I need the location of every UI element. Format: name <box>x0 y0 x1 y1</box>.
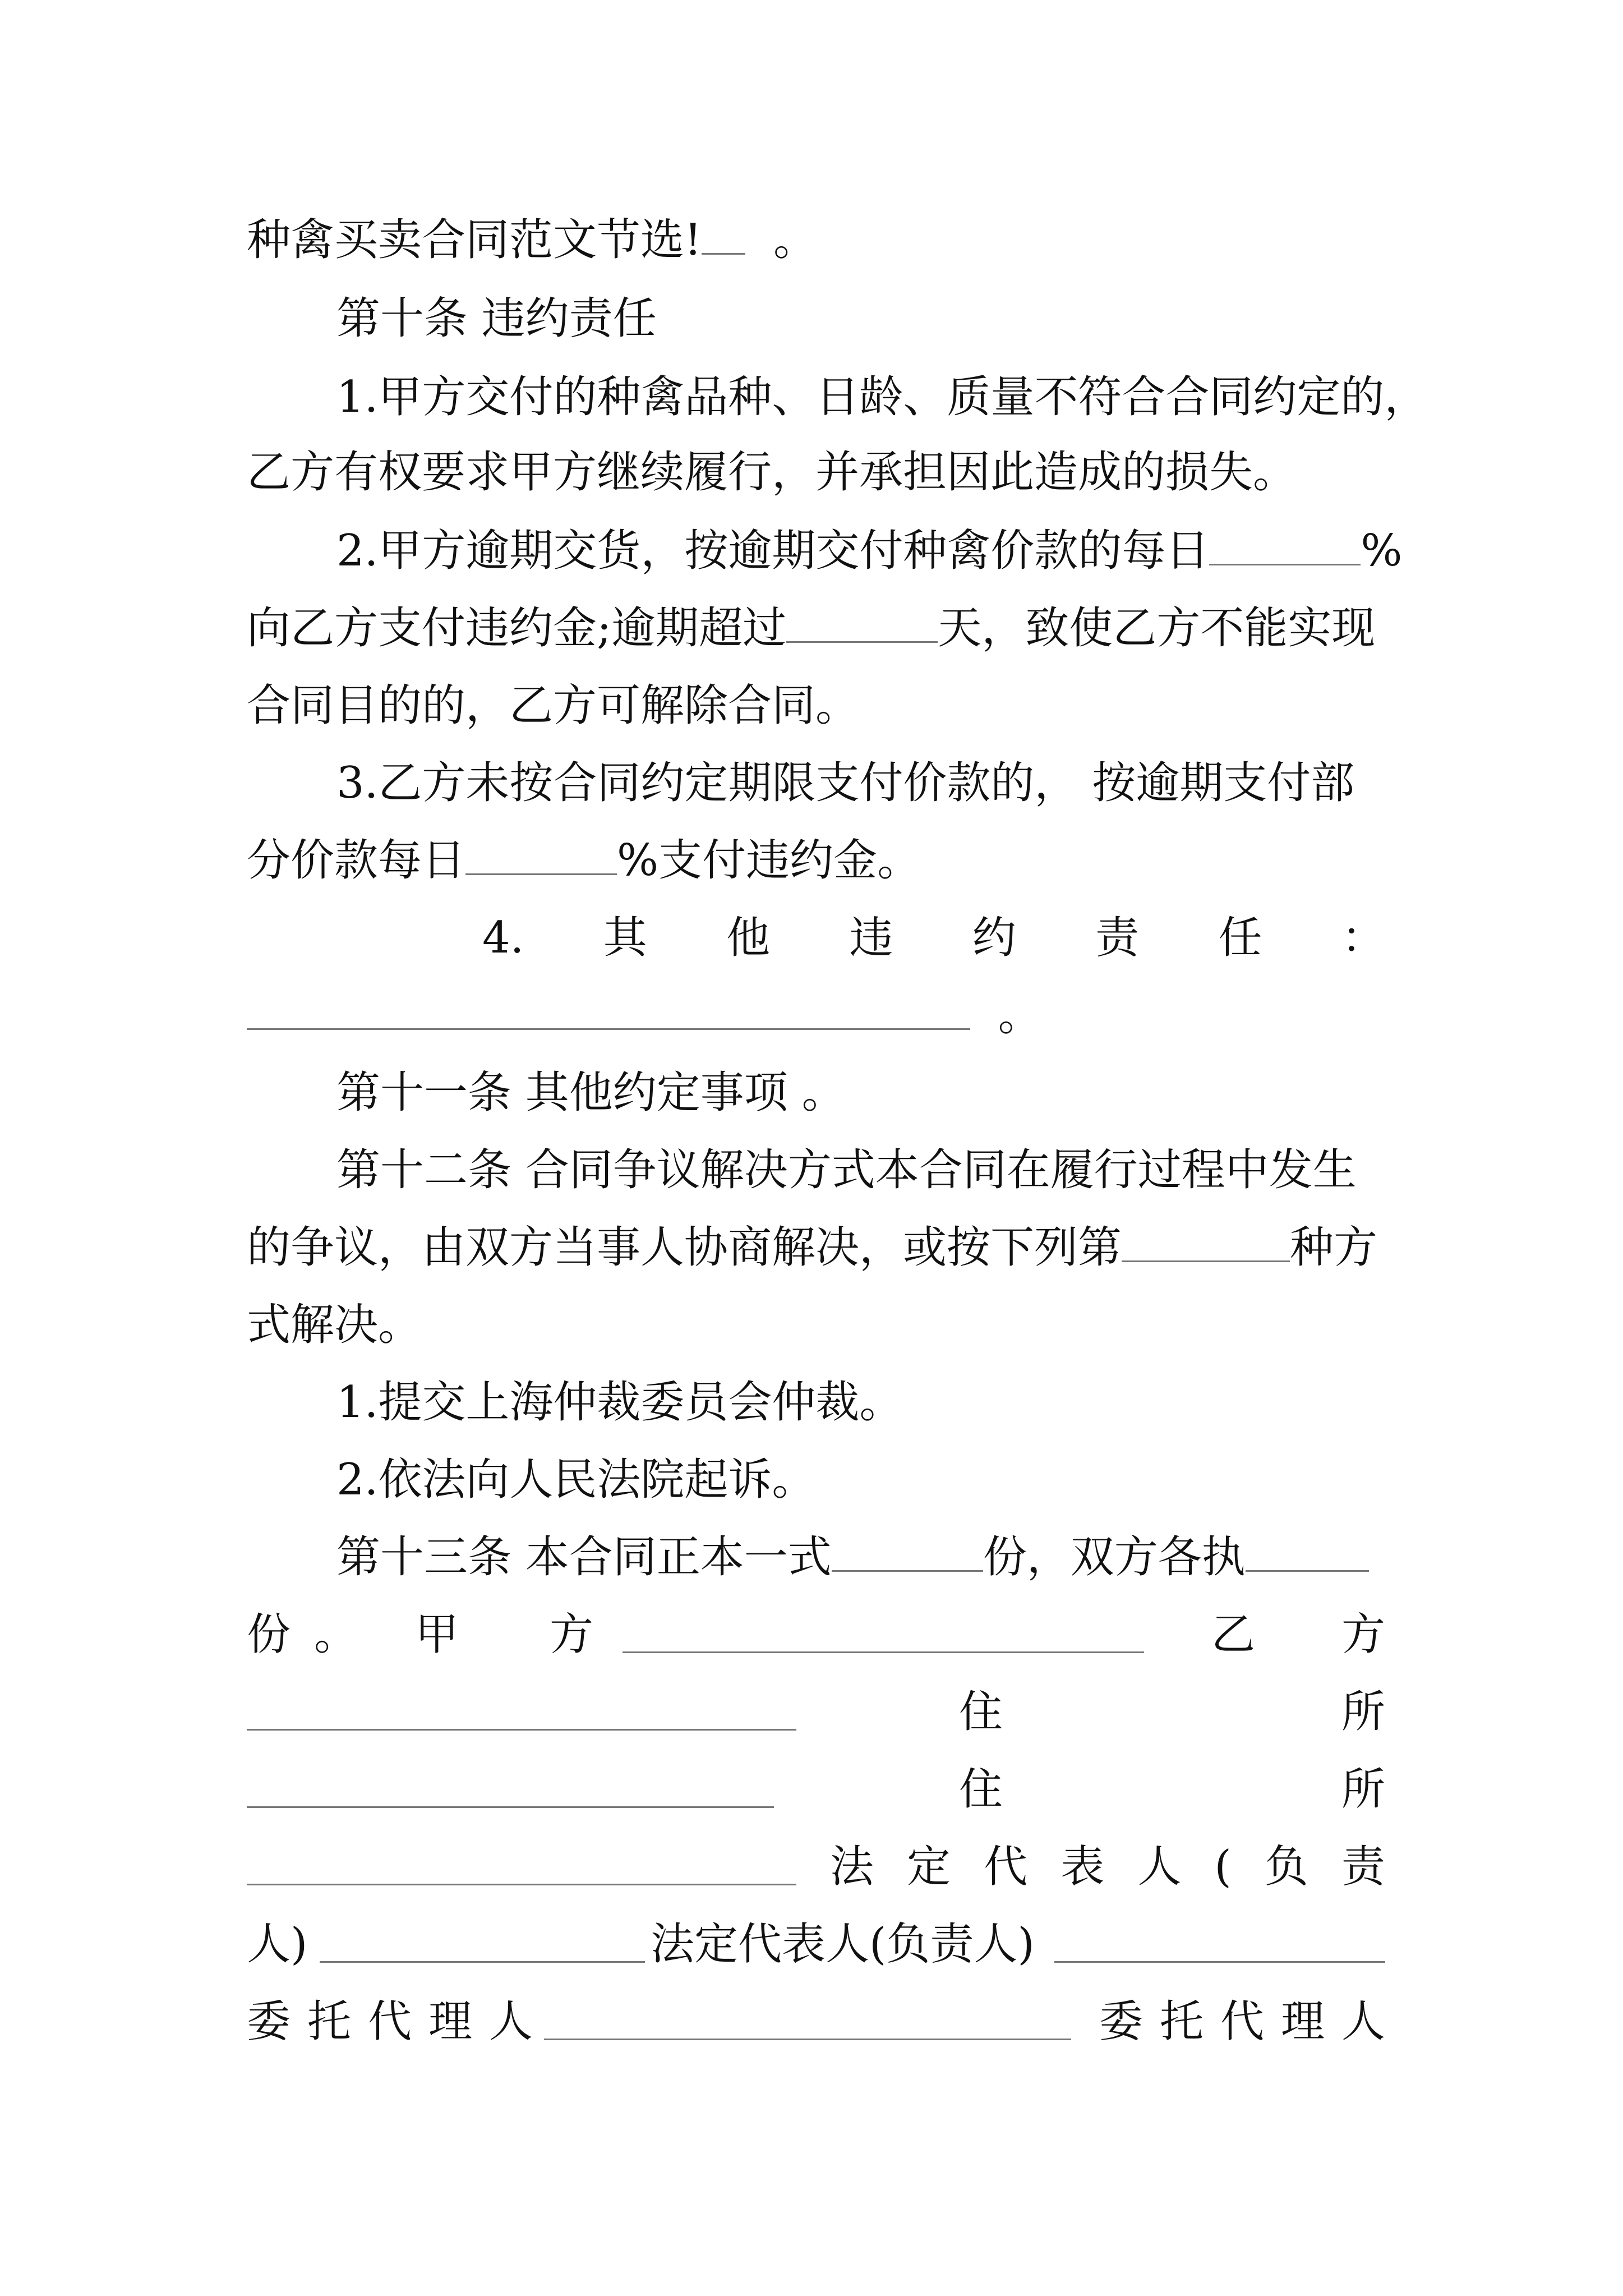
clause-10-1-line1: 1.甲方交付的种禽品种、日龄、质量不符合合同约定的， <box>336 372 1428 422</box>
signature-legal-rep-continued: 人) 法定代表人(负责人) <box>247 1911 1385 1978</box>
signature-residence-line2: 住 所 <box>247 1756 1385 1823</box>
article-12-option-1: 1.提交上海仲裁委员会仲裁。 <box>336 1377 903 1428</box>
signature-party-line: 份 。 甲 方 乙 方 <box>247 1609 1386 1660</box>
signature-agent-line: 委 托 代 理 人 委 托 代 理 人 <box>247 1996 1385 2047</box>
clause-10-4-line1: 4. 其 他 违 约 责 任 ： <box>482 913 1385 963</box>
clause-10-3-line1: 3.乙方未按合同约定期限支付价款的， 按逾期支付部 <box>336 758 1355 808</box>
clause-10-2-line3: 合同目的的，乙方可解除合同。 <box>247 680 860 731</box>
clause-10-1-line2: 乙方有权要求甲方继续履行，并承担因此造成的损失。 <box>247 447 1297 498</box>
article-12-line1: 第十二条 合同争议解决方式本合同在履行过程中发生 <box>336 1145 1357 1195</box>
article-13-line1: 第十三条 本合同正本一式 份，双方各执 <box>336 1524 1385 1591</box>
article-10-title: 第十条 违约责任 <box>336 293 657 344</box>
clause-10-4-line2: 。 <box>247 982 1385 1049</box>
article-12-line2: 的争议，由双方当事人协商解决，或按下列第 种方 <box>247 1214 1385 1281</box>
clause-10-2-line2: 向乙方支付违约金;逾期超过 天，致使乙方不能实现 <box>247 595 1385 662</box>
line-intro: 种禽买卖合同范文节选! 。 <box>247 206 1385 274</box>
signature-residence-line1: 住 所 <box>247 1678 1385 1746</box>
clause-10-2-line1: 2.甲方逾期交货，按逾期交付种禽价款的每日 % <box>336 517 1385 585</box>
article-12-option-2: 2.依法向人民法院起诉。 <box>336 1455 816 1505</box>
clause-10-3-line2: 分价款每日 %支付违约金。 <box>247 827 1385 894</box>
signature-legal-rep-line: 法 定 代 表 人 ( 负 责 <box>247 1833 1385 1901</box>
article-12-line3: 式解决。 <box>247 1300 422 1350</box>
article-11: 第十一条 其他约定事项 。 <box>336 1068 846 1118</box>
